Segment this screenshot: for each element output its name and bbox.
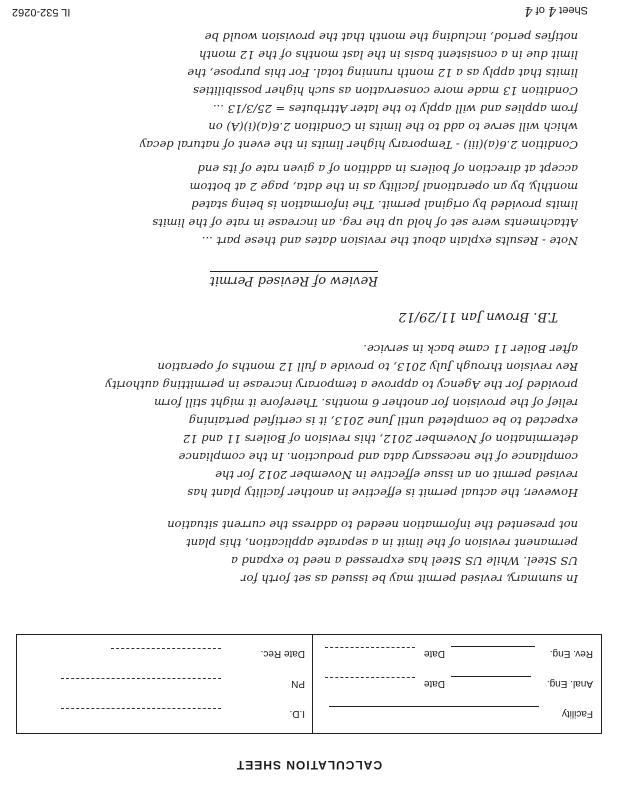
date-rec-line bbox=[111, 648, 221, 649]
text-line: relief of the provision for another 6 months. Therefore it might still form bbox=[154, 396, 578, 410]
text-line: expected to be completed until June 2013, it is certified pertaining bbox=[188, 414, 578, 428]
text-line: In summary, revised permit may be issued as set forth for bbox=[241, 572, 578, 586]
text-line: Attachments were set of hold up the reg. an increase in rate of the limits bbox=[152, 216, 578, 230]
text-line: not presented the information needed to address the current situation bbox=[167, 518, 578, 532]
subheading: Review of Revised Permit bbox=[209, 273, 378, 288]
text-line: determination of November 2012, this revision of Boilers 11 and 12 bbox=[182, 432, 578, 446]
anal-eng-label: Anal. Eng. bbox=[546, 678, 593, 689]
anal-date-line bbox=[325, 677, 415, 678]
text-line: Note - Results explain about the revision dates and these part ... bbox=[201, 234, 578, 248]
pn-line bbox=[61, 678, 221, 679]
text-line: which will serve to add to the limits in Condition 2.6(a)(i)(A) on bbox=[208, 120, 578, 134]
rev-date-line bbox=[325, 647, 415, 648]
text-line: from applies and will apply to the later Attributes = 25/3/13 ... bbox=[212, 102, 578, 116]
text-line: permanent revision of the limit in a separate application, this plant bbox=[186, 536, 578, 550]
text-line: limit due in a consistent basis in the last months of the 12 month bbox=[198, 48, 578, 62]
text-line: revised permit on an issue effective in November 2012 for the bbox=[215, 468, 578, 482]
rev-eng-line bbox=[451, 646, 535, 647]
anal-date-label: Date bbox=[423, 678, 445, 689]
facility-label: Facility bbox=[561, 708, 593, 719]
text-line: notifies period, including the month that the provision would be bbox=[204, 30, 578, 44]
document-id: IL 532-0262 bbox=[12, 6, 71, 18]
form-title: CALCULATION SHEET bbox=[235, 758, 383, 772]
text-line: Condition 13 made more conservation as such higher possibilities bbox=[193, 84, 578, 98]
facility-line bbox=[329, 706, 539, 707]
header-box bbox=[16, 634, 602, 734]
pn-label: PN bbox=[291, 678, 305, 689]
text-line: limits provided by original permit. The information is being stated bbox=[191, 198, 578, 212]
text-line: Condition 2.6(a)(iii) - Temporary higher limits in the event of natural decay bbox=[139, 138, 578, 152]
anal-eng-line bbox=[451, 676, 531, 677]
text-line: accept at direction of boilers in addition of a given rate of its end bbox=[197, 162, 578, 176]
sheet-number bbox=[524, 3, 588, 18]
text-line: after Boiler 11 came back in service. bbox=[363, 342, 578, 356]
id-label: I.D. bbox=[289, 708, 305, 719]
sheet-label: Sheet bbox=[559, 4, 588, 16]
rev-date-label: Date bbox=[423, 648, 445, 659]
text-line: compliance of the necessary data and production. In the compliance bbox=[178, 450, 578, 464]
sheet-num: 4 bbox=[547, 3, 557, 18]
text-line: However, the actual permit is effective in another facility plant has bbox=[187, 486, 578, 500]
text-line: Rev revision through July 2013, to provide a full 12 months of operation bbox=[157, 360, 578, 374]
text-line: monthly, by an operational facility as in the data, page 2 at bottom bbox=[189, 180, 578, 194]
of-label: of bbox=[535, 4, 545, 16]
text-line: limits that apply as a 12 month running total. For this purpose, the bbox=[187, 66, 578, 80]
box-divider bbox=[312, 635, 313, 733]
sheet-total: 4 bbox=[524, 3, 533, 18]
date-rec-label: Date Rec. bbox=[260, 648, 305, 659]
id-line bbox=[61, 708, 221, 709]
rev-eng-label: Rev. Eng. bbox=[549, 648, 593, 659]
signature: T.B. Brown Jan 11/29/12 bbox=[398, 309, 558, 324]
text-line: US Steel. While US Steel has expressed a need to expand a bbox=[231, 554, 578, 568]
text-line: provided for the Agency to approve a temporary increase in permitting authority bbox=[105, 378, 578, 392]
